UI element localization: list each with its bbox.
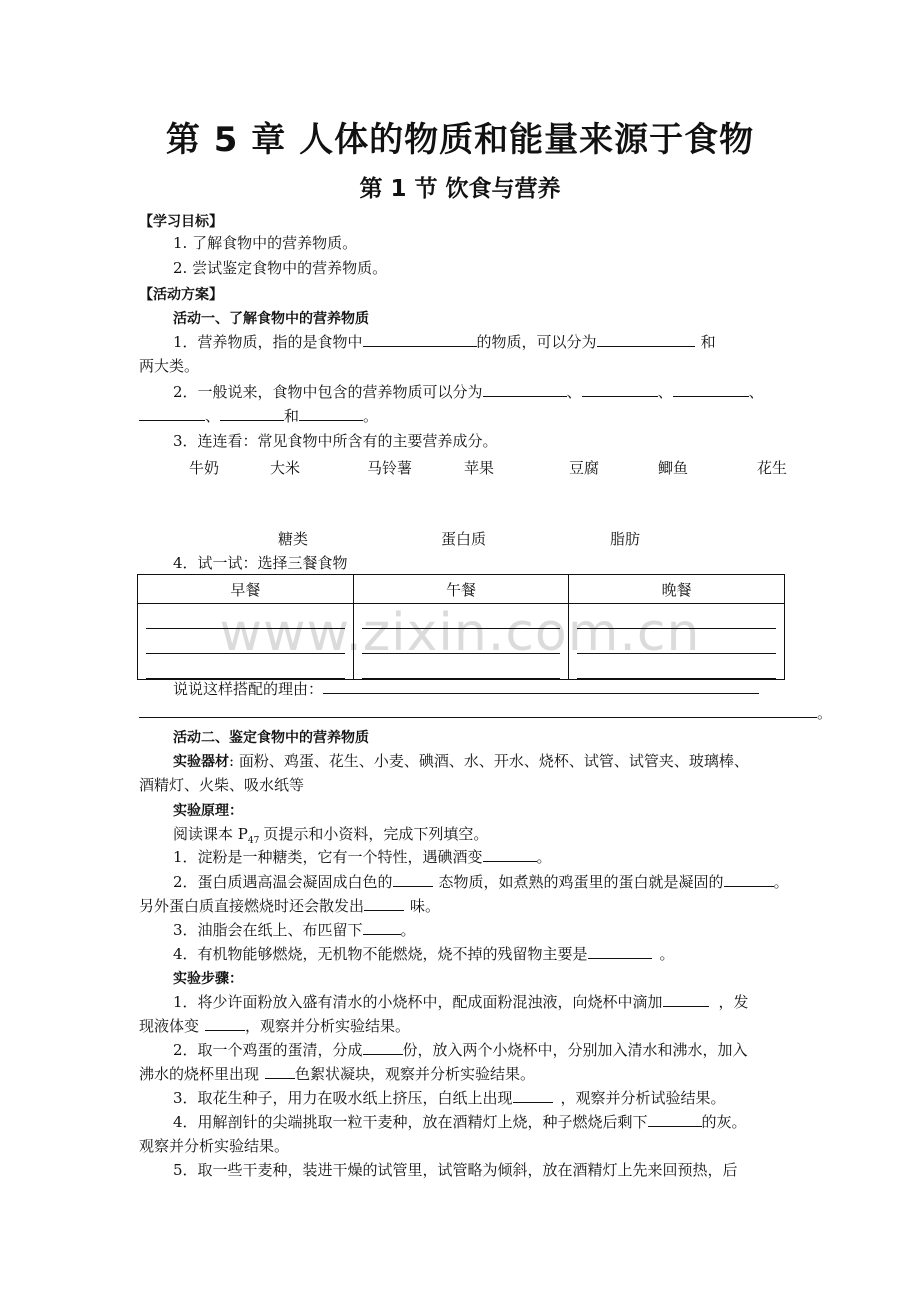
principle-2: 2．蛋白质遇高温会凝固成白色的 态物质，如煮熟的鸡蛋里的蛋白就是凝固的 。 [173, 873, 789, 891]
answer-blank[interactable] [363, 1040, 403, 1055]
meal-cell-breakfast [138, 604, 354, 680]
meal-header-dinner: 晚餐 [569, 575, 785, 604]
meal-table [137, 574, 785, 680]
step-2: 2．取一个鸡蛋的蛋清，分成 份，放入两个小烧杯中，分别加入清水和沸水，加入 [173, 1041, 748, 1059]
answer-blank[interactable] [299, 406, 363, 421]
answer-blank[interactable] [648, 1112, 702, 1127]
reason-line: 说说这样搭配的理由： [173, 679, 759, 699]
question-1-cont: 两大类。 [139, 357, 200, 375]
reason-line-cont: 。 [139, 703, 832, 723]
answer-blank[interactable] [483, 382, 567, 397]
step-3: 3．取花生种子，用力在吸水纸上挤压，白纸上出现 ，观察并分析试验结果。 [173, 1089, 726, 1107]
step-1-cont: 现液体变 ，观察并分析实验结果。 [139, 1017, 411, 1035]
step-5: 5．取一些干麦种，装进干燥的试管里，试管略为倾斜，放在酒精灯上先来回预热，后 [173, 1161, 738, 1179]
answer-line[interactable] [362, 654, 561, 679]
answer-line[interactable] [362, 629, 561, 654]
question-1: 1．营养物质，指的是食物中 的物质，可以分为 和 [173, 333, 716, 351]
step-2-cont: 沸水的烧杯里出现 色絮状凝块，观察并分析实验结果。 [139, 1065, 536, 1083]
food-item[interactable]: 牛奶 [189, 459, 220, 477]
step-4: 4．用解剖针的尖端挑取一粒干麦种，放在酒精灯上烧，种子燃烧后剩下 的灰。 [173, 1113, 747, 1131]
plan-heading: 【活动方案】 [139, 287, 223, 303]
answer-blank[interactable] [483, 847, 537, 862]
answer-line[interactable] [146, 604, 345, 629]
principle-3: 3．油脂会在纸上、布匹留下 。 [173, 921, 416, 939]
answer-blank[interactable] [393, 872, 433, 887]
food-item[interactable]: 花生 [757, 459, 788, 477]
nutrient-item[interactable]: 糖类 [278, 530, 309, 548]
food-item[interactable]: 豆腐 [569, 459, 600, 477]
nutrient-item[interactable]: 蛋白质 [441, 530, 487, 548]
answer-blank[interactable] [724, 872, 774, 887]
watermark: www.zixin.com.cn [219, 603, 701, 663]
reading-instruction: 阅读课本 $P_{47}$ 页提示和小资料，完成下列填空。 [173, 825, 489, 846]
answer-blank[interactable] [220, 406, 284, 421]
answer-blank[interactable] [582, 382, 658, 397]
answer-blank[interactable] [265, 1064, 295, 1079]
question-2: 2．一般说来，食物中包含的营养物质可以分为 、 、 、 [173, 383, 764, 401]
step-4-cont: 观察并分析实验结果。 [139, 1137, 290, 1155]
question-3: 3．连连看：常见食物中所含有的主要营养成分。 [173, 432, 498, 450]
answer-blank[interactable] [139, 406, 205, 421]
goal-item-2: 2. 尝试鉴定食物中的营养物质。 [173, 259, 388, 277]
answer-line[interactable] [577, 629, 776, 654]
activity2-heading: 活动二、鉴定食物中的营养物质 [173, 730, 369, 746]
answer-blank[interactable] [323, 679, 759, 694]
goals-heading: 【学习目标】 [139, 214, 223, 230]
answer-blank[interactable] [205, 1016, 245, 1031]
food-item[interactable]: 大米 [270, 459, 301, 477]
meal-cell-dinner [569, 604, 785, 680]
answer-blank[interactable] [588, 944, 652, 959]
meal-cell-lunch [353, 604, 569, 680]
answer-line[interactable] [362, 604, 561, 629]
answer-blank[interactable] [513, 1088, 553, 1103]
answer-blank[interactable] [673, 382, 749, 397]
meal-header-breakfast: 早餐 [138, 575, 354, 604]
principle-heading: 实验原理： [173, 803, 243, 819]
nutrient-item[interactable]: 脂肪 [610, 530, 641, 548]
principle-2-cont: 另外蛋白质直接燃烧时还会散发出 味。 [139, 897, 441, 915]
steps-heading: 实验步骤： [173, 971, 243, 987]
equipment-line-cont: 酒精灯、火柴、吸水纸等 [139, 776, 305, 794]
question-4: 4．试一试：选择三餐食物 [173, 554, 348, 572]
principle-1: 1．淀粉是一种糖类，它有一个特性，遇碘酒变 。 [173, 848, 552, 866]
answer-blank[interactable] [139, 703, 817, 718]
answer-line[interactable] [146, 654, 345, 679]
principle-4: 4．有机物能够燃烧，无机物不能燃烧，烧不掉的残留物主要是 。 [173, 945, 675, 963]
answer-line[interactable] [146, 629, 345, 654]
food-item[interactable]: 苹果 [464, 459, 495, 477]
equipment-line: 实验器材: 面粉、鸡蛋、花生、小麦、碘酒、水、开水、烧杯、试管、试管夹、玻璃棒、 [173, 752, 749, 770]
question-2-cont: 、 和 。 [139, 406, 378, 426]
answer-line[interactable] [577, 604, 776, 629]
food-item[interactable]: 马铃薯 [367, 459, 413, 477]
goal-item-1: 1. 了解食物中的营养物质。 [173, 234, 358, 252]
step-1: 1．将少许面粉放入盛有清水的小烧杯中，配成面粉混浊液，向烧杯中滴加 ，发 [173, 993, 749, 1011]
activity1-heading: 活动一、了解食物中的营养物质 [173, 311, 369, 327]
food-item[interactable]: 鲫鱼 [658, 459, 689, 477]
answer-line[interactable] [577, 654, 776, 679]
answer-blank[interactable] [663, 992, 709, 1007]
section-title: 第 1 节 饮食与营养 [359, 176, 561, 202]
meal-header-lunch: 午餐 [353, 575, 569, 604]
answer-blank[interactable] [364, 896, 404, 911]
answer-blank[interactable] [597, 332, 695, 347]
answer-blank[interactable] [363, 332, 477, 347]
answer-blank[interactable] [363, 920, 401, 935]
page-title: 第 5 章 人体的物质和能量来源于食物 [165, 120, 755, 160]
